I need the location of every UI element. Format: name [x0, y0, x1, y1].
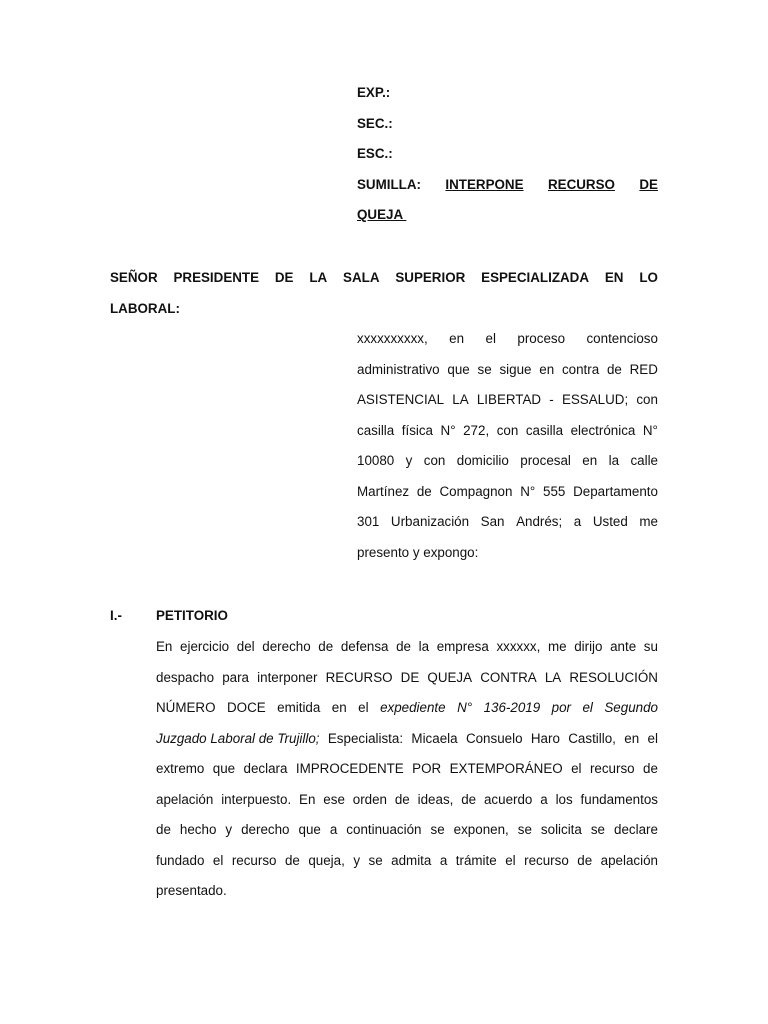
word: se: [590, 822, 606, 837]
text-line: [357, 385, 658, 416]
text-line: [156, 693, 658, 724]
word: me: [547, 639, 567, 654]
addressee-word: SALA: [343, 270, 380, 285]
exp-label: EXP.:: [357, 85, 391, 100]
word: de: [577, 852, 593, 868]
intro-paragraph: [357, 324, 658, 568]
word: contra: [561, 361, 600, 377]
word: Consuelo: [465, 730, 523, 746]
word: en: [539, 361, 555, 377]
word: solicita: [540, 822, 582, 837]
word: fundamentos: [580, 791, 658, 807]
word: para: [222, 669, 250, 685]
sumilla-continuation: QUEJA: [357, 207, 407, 222]
word: continuación: [346, 822, 422, 837]
addressee-word: SEÑOR: [110, 270, 158, 285]
word: de: [318, 639, 334, 654]
word: física: [401, 422, 434, 438]
word: el: [571, 761, 582, 776]
word: ideas,: [417, 791, 454, 807]
word: empresa: [436, 639, 489, 654]
word: se: [517, 822, 532, 837]
word: y: [405, 453, 413, 468]
word: xxxxxxxxxx,: [357, 331, 428, 346]
word: LA: [452, 392, 469, 407]
word: su: [643, 639, 658, 654]
word: de: [394, 791, 410, 807]
word-italic: Juzgado Laboral de Trujillo;: [156, 730, 320, 746]
word: y: [225, 822, 233, 837]
word: admita: [391, 852, 432, 868]
text-line: [156, 632, 658, 663]
sumilla-line-2: [357, 200, 658, 231]
word: el: [212, 852, 224, 868]
word: se: [430, 822, 445, 837]
word: que: [447, 361, 470, 377]
text-line: [357, 507, 658, 538]
addressee-word: DE: [274, 270, 294, 285]
sumilla-word: INTERPONE: [445, 176, 524, 192]
word: el: [505, 852, 516, 868]
word: me: [639, 514, 658, 529]
word: ejercicio: [180, 639, 230, 654]
word: hecho: [179, 822, 217, 837]
word: N°: [520, 483, 536, 499]
sumilla-line: [357, 170, 658, 201]
word: de: [416, 483, 432, 499]
word: Andrés;: [516, 514, 563, 529]
word: de: [606, 361, 622, 377]
word: N°: [642, 422, 658, 438]
word: DE: [400, 669, 420, 685]
word: del: [236, 639, 255, 654]
word: 10080: [357, 453, 395, 468]
word: el: [485, 331, 496, 346]
word: CONTRA: [480, 669, 537, 685]
word: RECURSO: [325, 669, 393, 685]
word: que: [212, 761, 236, 776]
word: interponer: [257, 669, 318, 685]
word: derecho: [262, 639, 311, 654]
petitorio-paragraph: [156, 632, 658, 907]
sec-label: SEC.:: [357, 115, 393, 131]
word: el: [358, 700, 369, 715]
word: la: [608, 453, 620, 468]
word: San: [480, 514, 505, 529]
text-line-last: presentado.: [156, 883, 227, 898]
word: N°: [440, 422, 456, 438]
word-italic: el: [582, 700, 593, 715]
word: defensa: [340, 639, 389, 654]
word: en: [331, 700, 347, 715]
text-line: [156, 754, 658, 785]
word: domicilio: [456, 453, 509, 468]
word: RED: [629, 361, 658, 377]
word-italic: expediente: [380, 700, 446, 715]
word: a: [540, 791, 548, 807]
word: ASISTENCIAL: [357, 392, 445, 407]
word: de: [156, 822, 171, 837]
word: calle: [630, 453, 658, 468]
text-line-last: presento y expongo:: [357, 544, 479, 560]
word: con: [423, 453, 446, 468]
word: en: [624, 730, 640, 746]
word: ante: [610, 639, 637, 654]
word: Martínez: [357, 483, 410, 499]
word: Haro: [530, 730, 560, 746]
word: emitida: [277, 700, 321, 715]
word: de: [284, 852, 300, 868]
word: sigue: [499, 361, 532, 377]
word: LIBERTAD: [476, 392, 542, 407]
case-header: [357, 78, 658, 231]
word: orden: [352, 791, 387, 807]
sumilla-label: SUMILLA:: [357, 176, 421, 192]
word: derecho: [241, 822, 290, 837]
word: con: [636, 392, 658, 407]
text-line: [357, 355, 658, 386]
word: de: [461, 791, 477, 807]
word: recurso: [524, 852, 569, 868]
text-line: [357, 446, 658, 477]
word: QUEJA: [427, 669, 473, 685]
word: despacho: [156, 669, 215, 685]
word: xxxxxx,: [496, 639, 541, 654]
word: 272,: [463, 422, 490, 438]
word: 301: [357, 514, 380, 529]
word: ESSALUD;: [561, 392, 629, 407]
addressee-line-2: LABORAL:: [110, 301, 180, 316]
word: Micaela: [411, 730, 458, 746]
word: de: [396, 639, 412, 654]
text-line: [156, 815, 658, 846]
word: recurso: [231, 852, 277, 868]
word: LA: [544, 669, 562, 685]
word: en: [582, 453, 598, 468]
sumilla-word: DE: [639, 176, 658, 192]
addressee-word: PRESIDENTE: [173, 270, 260, 285]
word: EXTEMPORÁNEO: [449, 761, 563, 776]
section-number: I.-: [110, 608, 122, 623]
word-italic: Segundo: [604, 700, 658, 715]
section-title: PETITORIO: [156, 608, 228, 623]
text-line: [156, 785, 658, 816]
word: procesal: [520, 453, 571, 468]
word: En: [156, 639, 173, 654]
text-line: [357, 416, 658, 447]
word: en: [449, 331, 465, 346]
word: fundado: [156, 852, 205, 868]
addressee-word: LO: [639, 270, 658, 285]
text-line: [357, 477, 658, 508]
word: se: [368, 852, 383, 868]
word: y: [353, 852, 361, 868]
word: -: [549, 392, 554, 407]
word: NÚMERO: [156, 700, 216, 715]
word: trámite: [455, 852, 497, 868]
word: se: [477, 361, 492, 377]
word: con: [496, 422, 519, 438]
word: En: [299, 791, 316, 807]
word-italic: N°: [457, 700, 473, 715]
word: RESOLUCIÓN: [569, 669, 658, 685]
word: Urbanización: [390, 514, 470, 529]
word: Castillo,: [568, 730, 616, 746]
addressee-word: LA: [309, 270, 328, 285]
word: recurso: [589, 761, 635, 776]
addressee-line-1: [110, 262, 658, 293]
text-line: [357, 324, 658, 355]
word-italic: 136-2019: [483, 700, 541, 715]
word: apelación: [600, 852, 658, 868]
word: los: [555, 791, 573, 807]
word: dirijo: [574, 639, 603, 654]
word: exponen,: [453, 822, 509, 837]
addressee-word: EN: [604, 270, 624, 285]
sumilla-word: RECURSO: [547, 176, 615, 192]
word: declara: [243, 761, 288, 776]
word: que: [298, 822, 321, 837]
word: 555: [543, 483, 566, 499]
word: electrónica: [570, 422, 636, 438]
word: apelación: [156, 791, 214, 807]
text-line: [156, 724, 658, 755]
word: de: [643, 761, 658, 776]
word: extremo: [156, 761, 205, 776]
addressee-word: ESPECIALIZADA: [481, 270, 590, 285]
text-line: [156, 846, 658, 877]
word-italic: por: [551, 700, 571, 715]
esc-label: ESC.:: [357, 146, 393, 161]
word: Usted: [592, 514, 628, 529]
word: el: [647, 730, 658, 746]
word: la: [418, 639, 430, 654]
word: declare: [614, 822, 658, 837]
word: Compagnon: [439, 483, 513, 499]
word: POR: [412, 761, 442, 776]
text-line: [156, 663, 658, 694]
word: proceso: [517, 331, 566, 346]
addressee: [110, 262, 658, 324]
word: ese: [323, 791, 345, 807]
word: DOCE: [226, 700, 266, 715]
word: acuerdo: [483, 791, 533, 807]
word: Especialista:: [327, 730, 404, 746]
word: a: [439, 852, 448, 868]
word: casilla: [525, 422, 564, 438]
word: a: [329, 822, 338, 837]
word: queja,: [308, 852, 345, 868]
addressee-word: SUPERIOR: [395, 270, 466, 285]
word: casilla: [357, 422, 395, 438]
word: contencioso: [586, 331, 658, 346]
word: a: [573, 514, 582, 529]
word: administrativo: [357, 361, 440, 377]
word: Departamento: [573, 483, 658, 499]
word: IMPROCEDENTE: [295, 761, 404, 776]
word: interpuesto.: [221, 791, 292, 807]
